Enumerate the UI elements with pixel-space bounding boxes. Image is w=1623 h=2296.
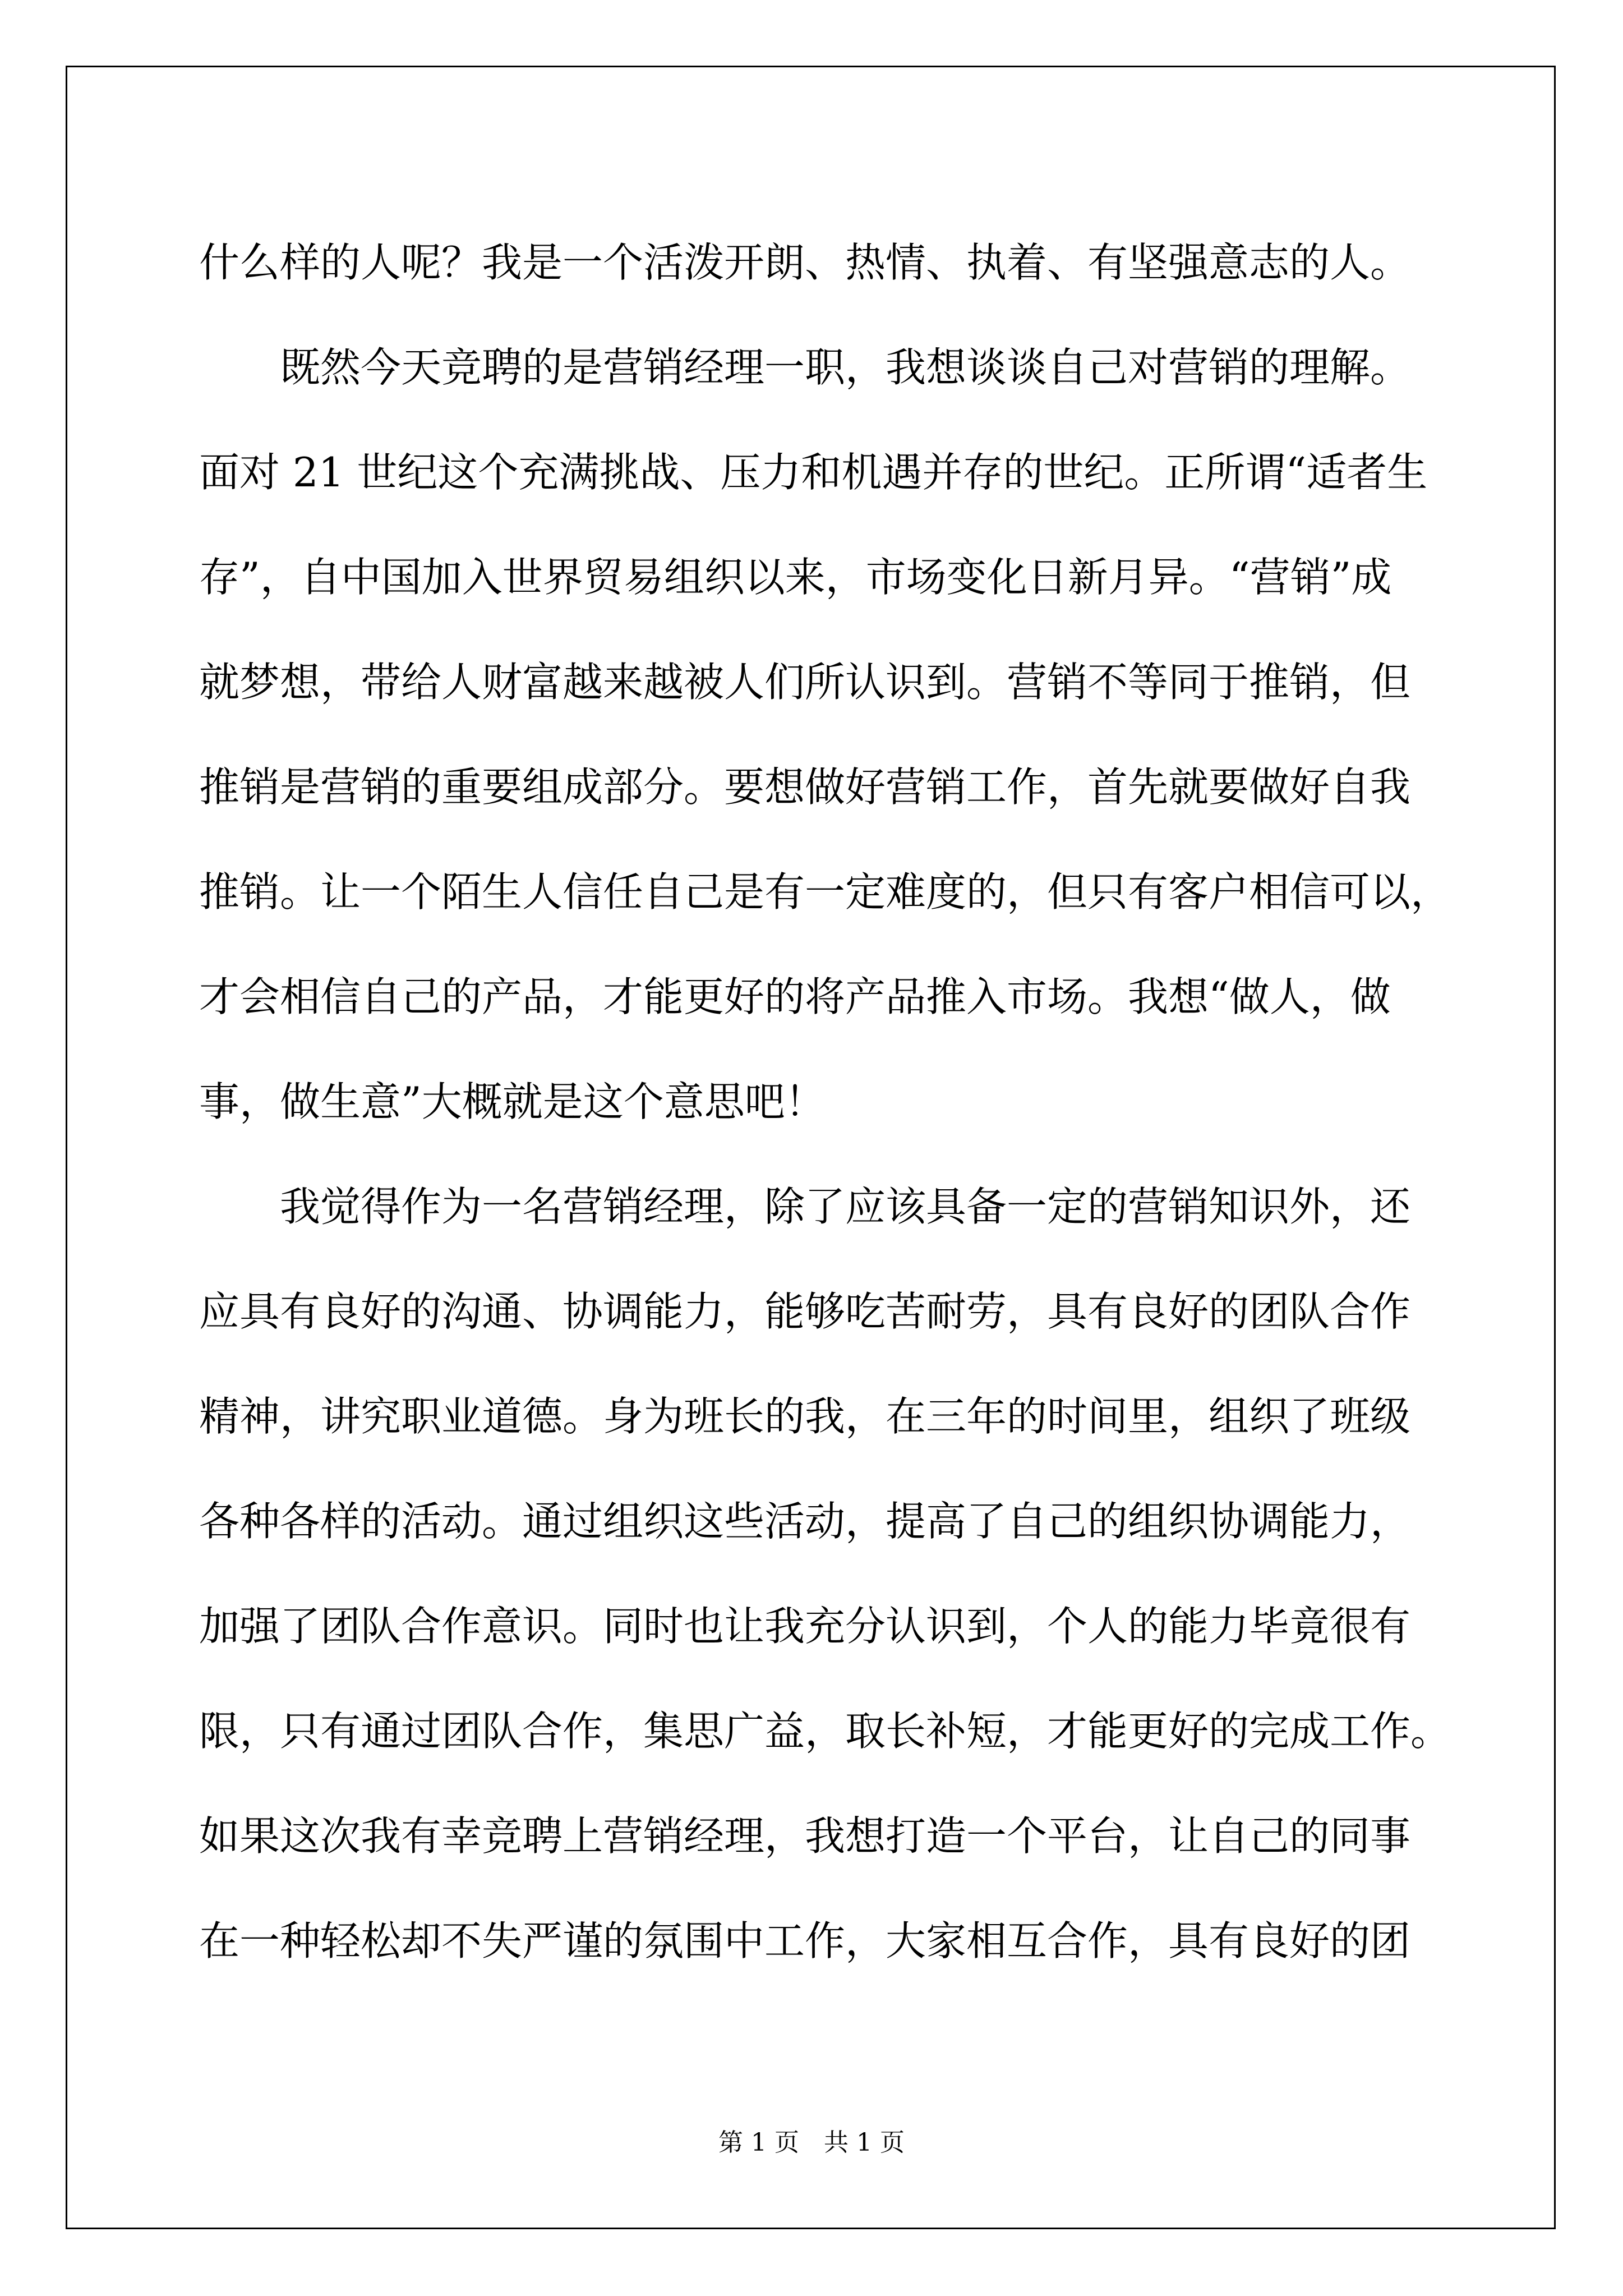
page-number-footer: 第 1 页 共 1 页 [718,2128,905,2157]
text-line-17: 在一种轻松却不失严谨的氛围中工作，大家相互合作，具有良好的团 [199,1917,1411,1964]
text-line-4: 存”，自中国加入世界贸易组织以来，市场变化日新月异。“营销”成 [199,554,1392,601]
text-line-6: 推销是营销的重要组成部分。要想做好营销工作，首先就要做好自我 [199,763,1411,811]
text-line-7: 推销。让一个陌生人信任自己是有一定难度的，但只有客户相信可以， [199,868,1451,915]
text-line-14: 加强了团队合作意识。同时也让我充分认识到，个人的能力毕竟很有 [199,1603,1411,1650]
text-line-13: 各种各样的活动。通过组织这些活动，提高了自己的组织协调能力， [199,1498,1411,1545]
text-line-12: 精神，讲究职业道德。身为班长的我，在三年的时间里，组织了班级 [199,1393,1411,1440]
text-line-10: 我觉得作为一名营销经理，除了应该具备一定的营销知识外，还 [199,1183,1411,1230]
document-body [199,210,1451,1994]
text-line-9: 事，做生意”大概就是这个意思吧！ [199,1078,826,1125]
text-line-3: 面对 21 世纪这个充满挑战、压力和机遇并存的世纪。正所谓“适者生 [199,449,1428,496]
text-line-1: 什么样的人呢？我是一个活泼开朗、热情、执着、有坚强意志的人。 [199,239,1411,286]
text-line-8: 才会相信自己的产品，才能更好的将产品推入市场。我想“做人，做 [199,973,1391,1020]
text-line-15: 限，只有通过团队合作，集思广益，取长补短，才能更好的完成工作。 [199,1708,1451,1755]
text-line-2: 既然今天竞聘的是营销经理一职，我想谈谈自己对营销的理解。 [199,344,1411,391]
text-line-5: 就梦想，带给人财富越来越被人们所认识到。营销不等同于推销，但 [199,659,1411,706]
text-line-16: 如果这次我有幸竞聘上营销经理，我想打造一个平台，让自己的同事 [199,1812,1411,1860]
text-line-11: 应具有良好的沟通、协调能力，能够吃苦耐劳，具有良好的团队合作 [199,1288,1411,1335]
